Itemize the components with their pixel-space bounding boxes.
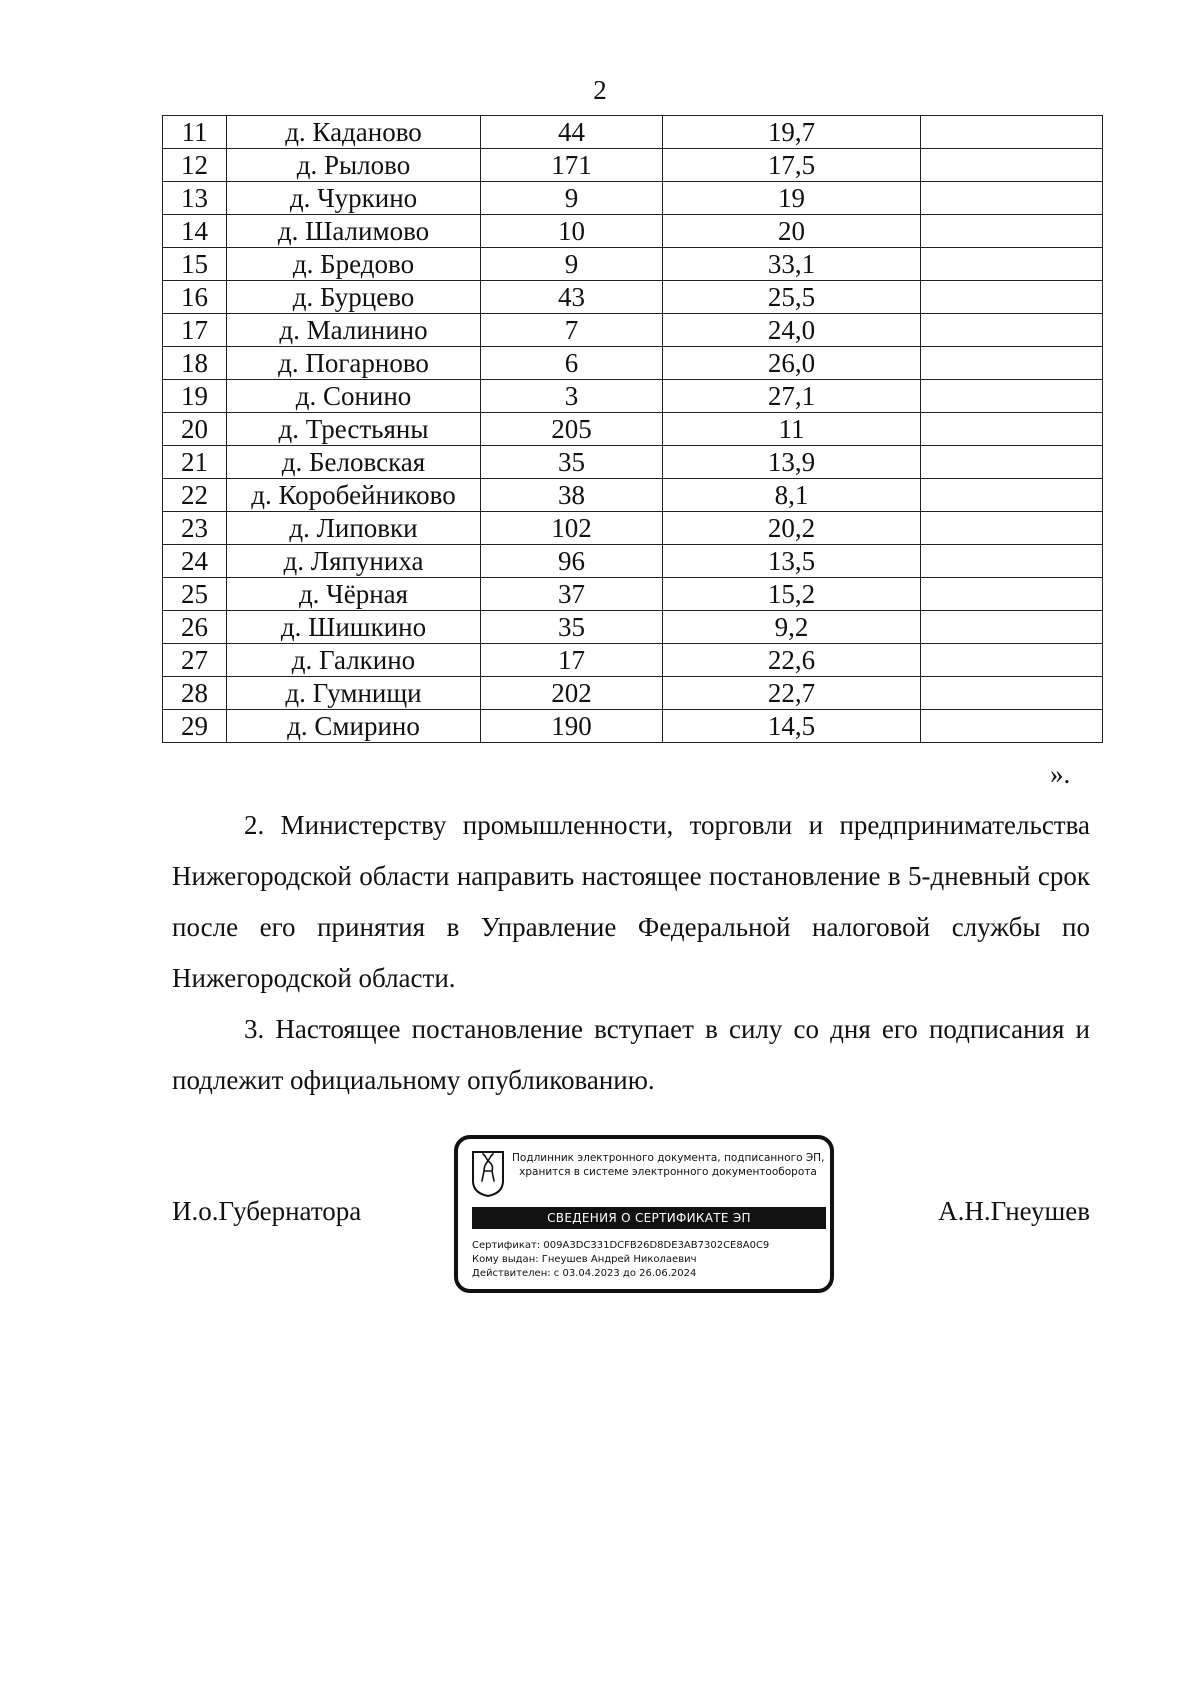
certificate-label: Сертификат: [472,1240,541,1251]
table-row [163,314,1103,347]
row-number: 29 [163,710,227,743]
row-number: 24 [163,545,227,578]
table-row [163,512,1103,545]
settlements-table [162,115,1103,743]
count-value: 96 [481,545,663,578]
count-value: 37 [481,578,663,611]
stamp-header-line-1: Подлинник электронного документа, подписанного ЭП, [512,1152,825,1164]
table-row [163,578,1103,611]
count-value: 3 [481,380,663,413]
row-number: 28 [163,677,227,710]
distance-value: 25,5 [663,281,921,314]
empty-cell [921,182,1103,215]
issued-to-value: Гнеушев Андрей Николаевич [541,1254,697,1265]
table-row [163,677,1103,710]
distance-value: 8,1 [663,479,921,512]
settlement-name: д. Шишкино [227,611,481,644]
settlement-name: д. Погарново [227,347,481,380]
table-row [163,446,1103,479]
distance-value: 13,5 [663,545,921,578]
signatory-name: А.Н.Гнеушев [938,1196,1090,1226]
table-row [163,248,1103,281]
certificate-row [472,1239,826,1253]
empty-cell [921,116,1103,149]
count-value: 44 [481,116,663,149]
count-value: 102 [481,512,663,545]
empty-cell [921,479,1103,512]
settlement-name: д. Липовки [227,512,481,545]
row-number: 15 [163,248,227,281]
row-number: 17 [163,314,227,347]
table-row [163,644,1103,677]
count-value: 190 [481,710,663,743]
distance-value: 26,0 [663,347,921,380]
empty-cell [921,512,1103,545]
paragraph-2: 2. Министерству промышленности, торговли и предпринимательства Нижегородской области направить настоящее постановление в 5-дневный срок после его принятия в Управление Федеральной налоговой службы по Нижегородской области. [172,810,1090,993]
empty-cell [921,413,1103,446]
empty-cell [921,446,1103,479]
distance-value: 14,5 [663,710,921,743]
settlement-name: д. Гумнищи [227,677,481,710]
table-row [163,710,1103,743]
table-row [163,545,1103,578]
table-row [163,347,1103,380]
issued-to-row [472,1253,826,1267]
table-row [163,380,1103,413]
empty-cell [921,380,1103,413]
stamp-header [512,1151,824,1179]
row-number: 25 [163,578,227,611]
empty-cell [921,149,1103,182]
empty-cell [921,347,1103,380]
count-value: 10 [481,215,663,248]
row-number: 23 [163,512,227,545]
settlement-name: д. Бредово [227,248,481,281]
empty-cell [921,314,1103,347]
row-number: 26 [163,611,227,644]
row-number: 20 [163,413,227,446]
table-row [163,281,1103,314]
row-number: 12 [163,149,227,182]
empty-cell [921,281,1103,314]
certificate-value: 009A3DC331DCFB26D8DE3AB7302CE8A0C9 [543,1240,770,1251]
row-number: 11 [163,116,227,149]
count-value: 205 [481,413,663,446]
distance-value: 24,0 [663,314,921,347]
table-row [163,479,1103,512]
settlement-name: д. Шалимово [227,215,481,248]
stamp-header-line-2: хранится в системе электронного документооборота [519,1166,817,1178]
distance-value: 13,9 [663,446,921,479]
table-body [163,116,1103,743]
validity-row [472,1267,826,1281]
empty-cell [921,644,1103,677]
settlement-name: д. Каданово [227,116,481,149]
stamp-certificate-details [472,1239,826,1281]
table-row [163,413,1103,446]
validity-value: с 03.04.2023 до 26.06.2024 [553,1268,697,1279]
row-number: 14 [163,215,227,248]
closing-quote: ». [1050,759,1071,789]
empty-cell [921,248,1103,281]
distance-value: 19,7 [663,116,921,149]
stamp-certificate-title: СВЕДЕНИЯ О СЕРТИФИКАТЕ ЭП [472,1207,826,1229]
distance-value: 22,7 [663,677,921,710]
row-number: 22 [163,479,227,512]
settlement-name: д. Ляпуниха [227,545,481,578]
empty-cell [921,710,1103,743]
page-number: 2 [593,75,607,105]
electronic-signature-stamp [454,1135,834,1293]
row-number: 18 [163,347,227,380]
issued-to-label: Кому выдан: [472,1254,539,1265]
row-number: 13 [163,182,227,215]
deer-emblem-icon [472,1151,504,1197]
empty-cell [921,545,1103,578]
row-number: 19 [163,380,227,413]
settlement-name: д. Малинино [227,314,481,347]
settlement-name: д. Бурцево [227,281,481,314]
distance-value: 17,5 [663,149,921,182]
signatory-position: И.о.Губернатора [172,1196,362,1226]
settlement-name: д. Галкино [227,644,481,677]
count-value: 17 [481,644,663,677]
count-value: 35 [481,446,663,479]
paragraph-3: 3. Настоящее постановление вступает в силу со дня его подписания и подлежит официальному опубликованию. [172,1014,1090,1095]
settlement-name: д. Чуркино [227,182,481,215]
count-value: 38 [481,479,663,512]
empty-cell [921,578,1103,611]
count-value: 171 [481,149,663,182]
settlement-name: д. Трестьяны [227,413,481,446]
empty-cell [921,611,1103,644]
count-value: 6 [481,347,663,380]
distance-value: 15,2 [663,578,921,611]
empty-cell [921,677,1103,710]
count-value: 43 [481,281,663,314]
table-row [163,182,1103,215]
count-value: 7 [481,314,663,347]
table-row [163,149,1103,182]
table-row [163,215,1103,248]
settlement-name: д. Сонино [227,380,481,413]
empty-cell [921,215,1103,248]
distance-value: 19 [663,182,921,215]
count-value: 9 [481,248,663,281]
table-row [163,611,1103,644]
distance-value: 27,1 [663,380,921,413]
distance-value: 22,6 [663,644,921,677]
count-value: 202 [481,677,663,710]
settlement-name: д. Рылово [227,149,481,182]
distance-value: 9,2 [663,611,921,644]
row-number: 27 [163,644,227,677]
settlement-name: д. Коробейниково [227,479,481,512]
distance-value: 20 [663,215,921,248]
settlement-name: д. Беловская [227,446,481,479]
row-number: 21 [163,446,227,479]
settlement-name: д. Смирино [227,710,481,743]
settlement-name: д. Чёрная [227,578,481,611]
validity-label: Действителен: [472,1268,551,1279]
row-number: 16 [163,281,227,314]
distance-value: 33,1 [663,248,921,281]
distance-value: 11 [663,413,921,446]
table-row [163,116,1103,149]
count-value: 35 [481,611,663,644]
count-value: 9 [481,182,663,215]
distance-value: 20,2 [663,512,921,545]
body-text [172,800,1090,1106]
